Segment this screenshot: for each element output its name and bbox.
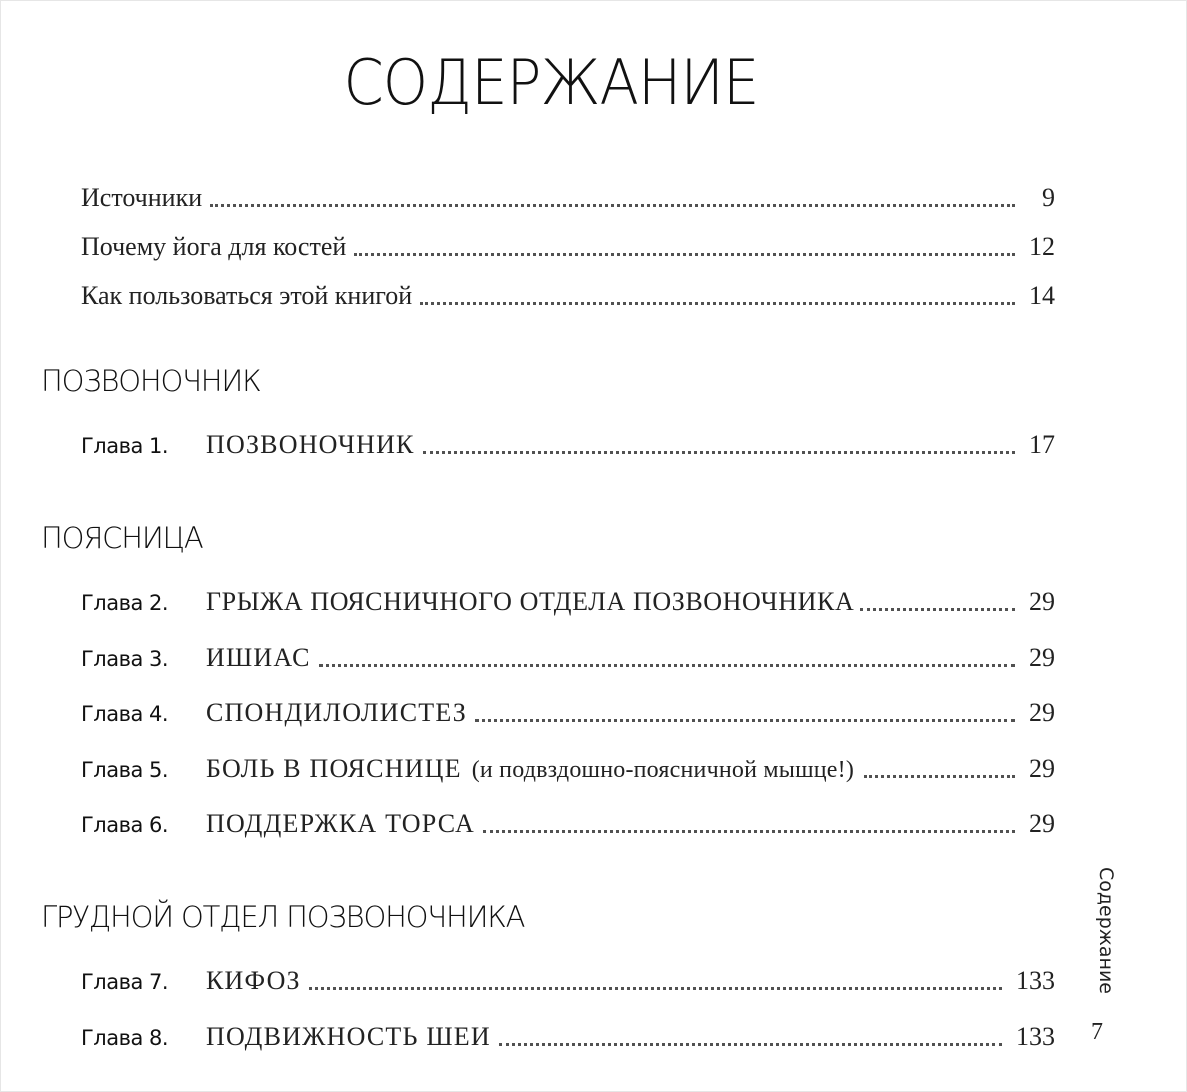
- page-folio-number: 7: [1091, 1019, 1103, 1045]
- toc-chapter-entry[interactable]: [81, 696, 1055, 730]
- section-heading: ГРУДНОЙ ОТДЕЛ ПОЗВОНОЧНИКА: [41, 900, 525, 934]
- running-section-label: Содержание: [1095, 867, 1117, 994]
- chapter-number: Глава 8.: [81, 1026, 169, 1050]
- dot-leader: [860, 608, 1015, 611]
- dot-leader: [483, 830, 1015, 833]
- chapter-number: Глава 6.: [81, 813, 169, 837]
- dot-leader: [319, 664, 1015, 667]
- toc-chapter-entry[interactable]: [81, 1020, 1055, 1054]
- chapter-number: Глава 7.: [81, 970, 169, 994]
- toc-entry[interactable]: [81, 181, 1055, 215]
- chapter-title: БОЛЬ В ПОЯСНИЦЕ: [206, 754, 462, 783]
- entry-page-number: 12: [1029, 232, 1055, 261]
- entry-label: Почему йога для костей: [81, 232, 347, 261]
- toc-chapter-entry[interactable]: [81, 807, 1055, 841]
- chapter-page-number: 29: [1029, 754, 1055, 783]
- dot-leader: [309, 987, 1002, 990]
- toc-entry[interactable]: [81, 279, 1055, 313]
- chapter-number: Глава 1.: [81, 434, 169, 458]
- entry-label: Как пользоваться этой книгой: [81, 281, 413, 310]
- dot-leader: [423, 451, 1015, 454]
- chapter-note: (и подвздошно-поясничной мышце!): [471, 757, 855, 783]
- page-title: СОДЕРЖАНИЕ: [343, 46, 759, 119]
- chapter-title: СПОНДИЛОЛИСТЕЗ: [206, 698, 467, 727]
- chapter-page-number: 17: [1029, 430, 1055, 459]
- chapter-number: Глава 2.: [81, 591, 169, 615]
- chapter-title: ПОЗВОНОЧНИК: [206, 430, 415, 459]
- toc-chapter-entry[interactable]: [81, 641, 1055, 675]
- chapter-page-number: 29: [1029, 587, 1055, 616]
- chapter-page-number: 29: [1029, 643, 1055, 672]
- chapter-number: Глава 5.: [81, 758, 169, 782]
- dot-leader: [864, 775, 1015, 778]
- chapter-title: ПОДДЕРЖКА ТОРСА: [206, 809, 475, 838]
- chapter-number: Глава 3.: [81, 647, 169, 671]
- chapter-page-number: 133: [1016, 1022, 1055, 1051]
- section-heading: ПОЗВОНОЧНИК: [41, 364, 261, 398]
- toc-chapter-entry[interactable]: [81, 752, 1055, 786]
- entry-label: Источники: [81, 183, 203, 212]
- dot-leader: [354, 253, 1015, 256]
- entry-page-number: 14: [1029, 281, 1055, 310]
- dot-leader: [420, 302, 1015, 305]
- chapter-title: ГРЫЖА ПОЯСНИЧНОГО ОТДЕЛА ПОЗВОНОЧНИКА: [206, 587, 855, 616]
- chapter-page-number: 133: [1016, 966, 1055, 995]
- dot-leader: [499, 1043, 1002, 1046]
- entry-page-number: 9: [1042, 183, 1055, 212]
- toc-chapter-entry[interactable]: [81, 428, 1055, 462]
- chapter-page-number: 29: [1029, 698, 1055, 727]
- dot-leader: [210, 204, 1015, 207]
- chapter-page-number: 29: [1029, 809, 1055, 838]
- chapter-title: КИФОЗ: [206, 966, 301, 995]
- toc-chapter-entry[interactable]: [81, 964, 1055, 998]
- dot-leader: [475, 719, 1015, 722]
- toc-chapter-entry[interactable]: [81, 585, 1055, 619]
- chapter-title: ПОДВИЖНОСТЬ ШЕИ: [206, 1022, 491, 1051]
- chapter-number: Глава 4.: [81, 702, 169, 726]
- chapter-title: ИШИАС: [206, 643, 311, 672]
- section-heading: ПОЯСНИЦА: [41, 521, 203, 555]
- toc-entry[interactable]: [81, 230, 1055, 264]
